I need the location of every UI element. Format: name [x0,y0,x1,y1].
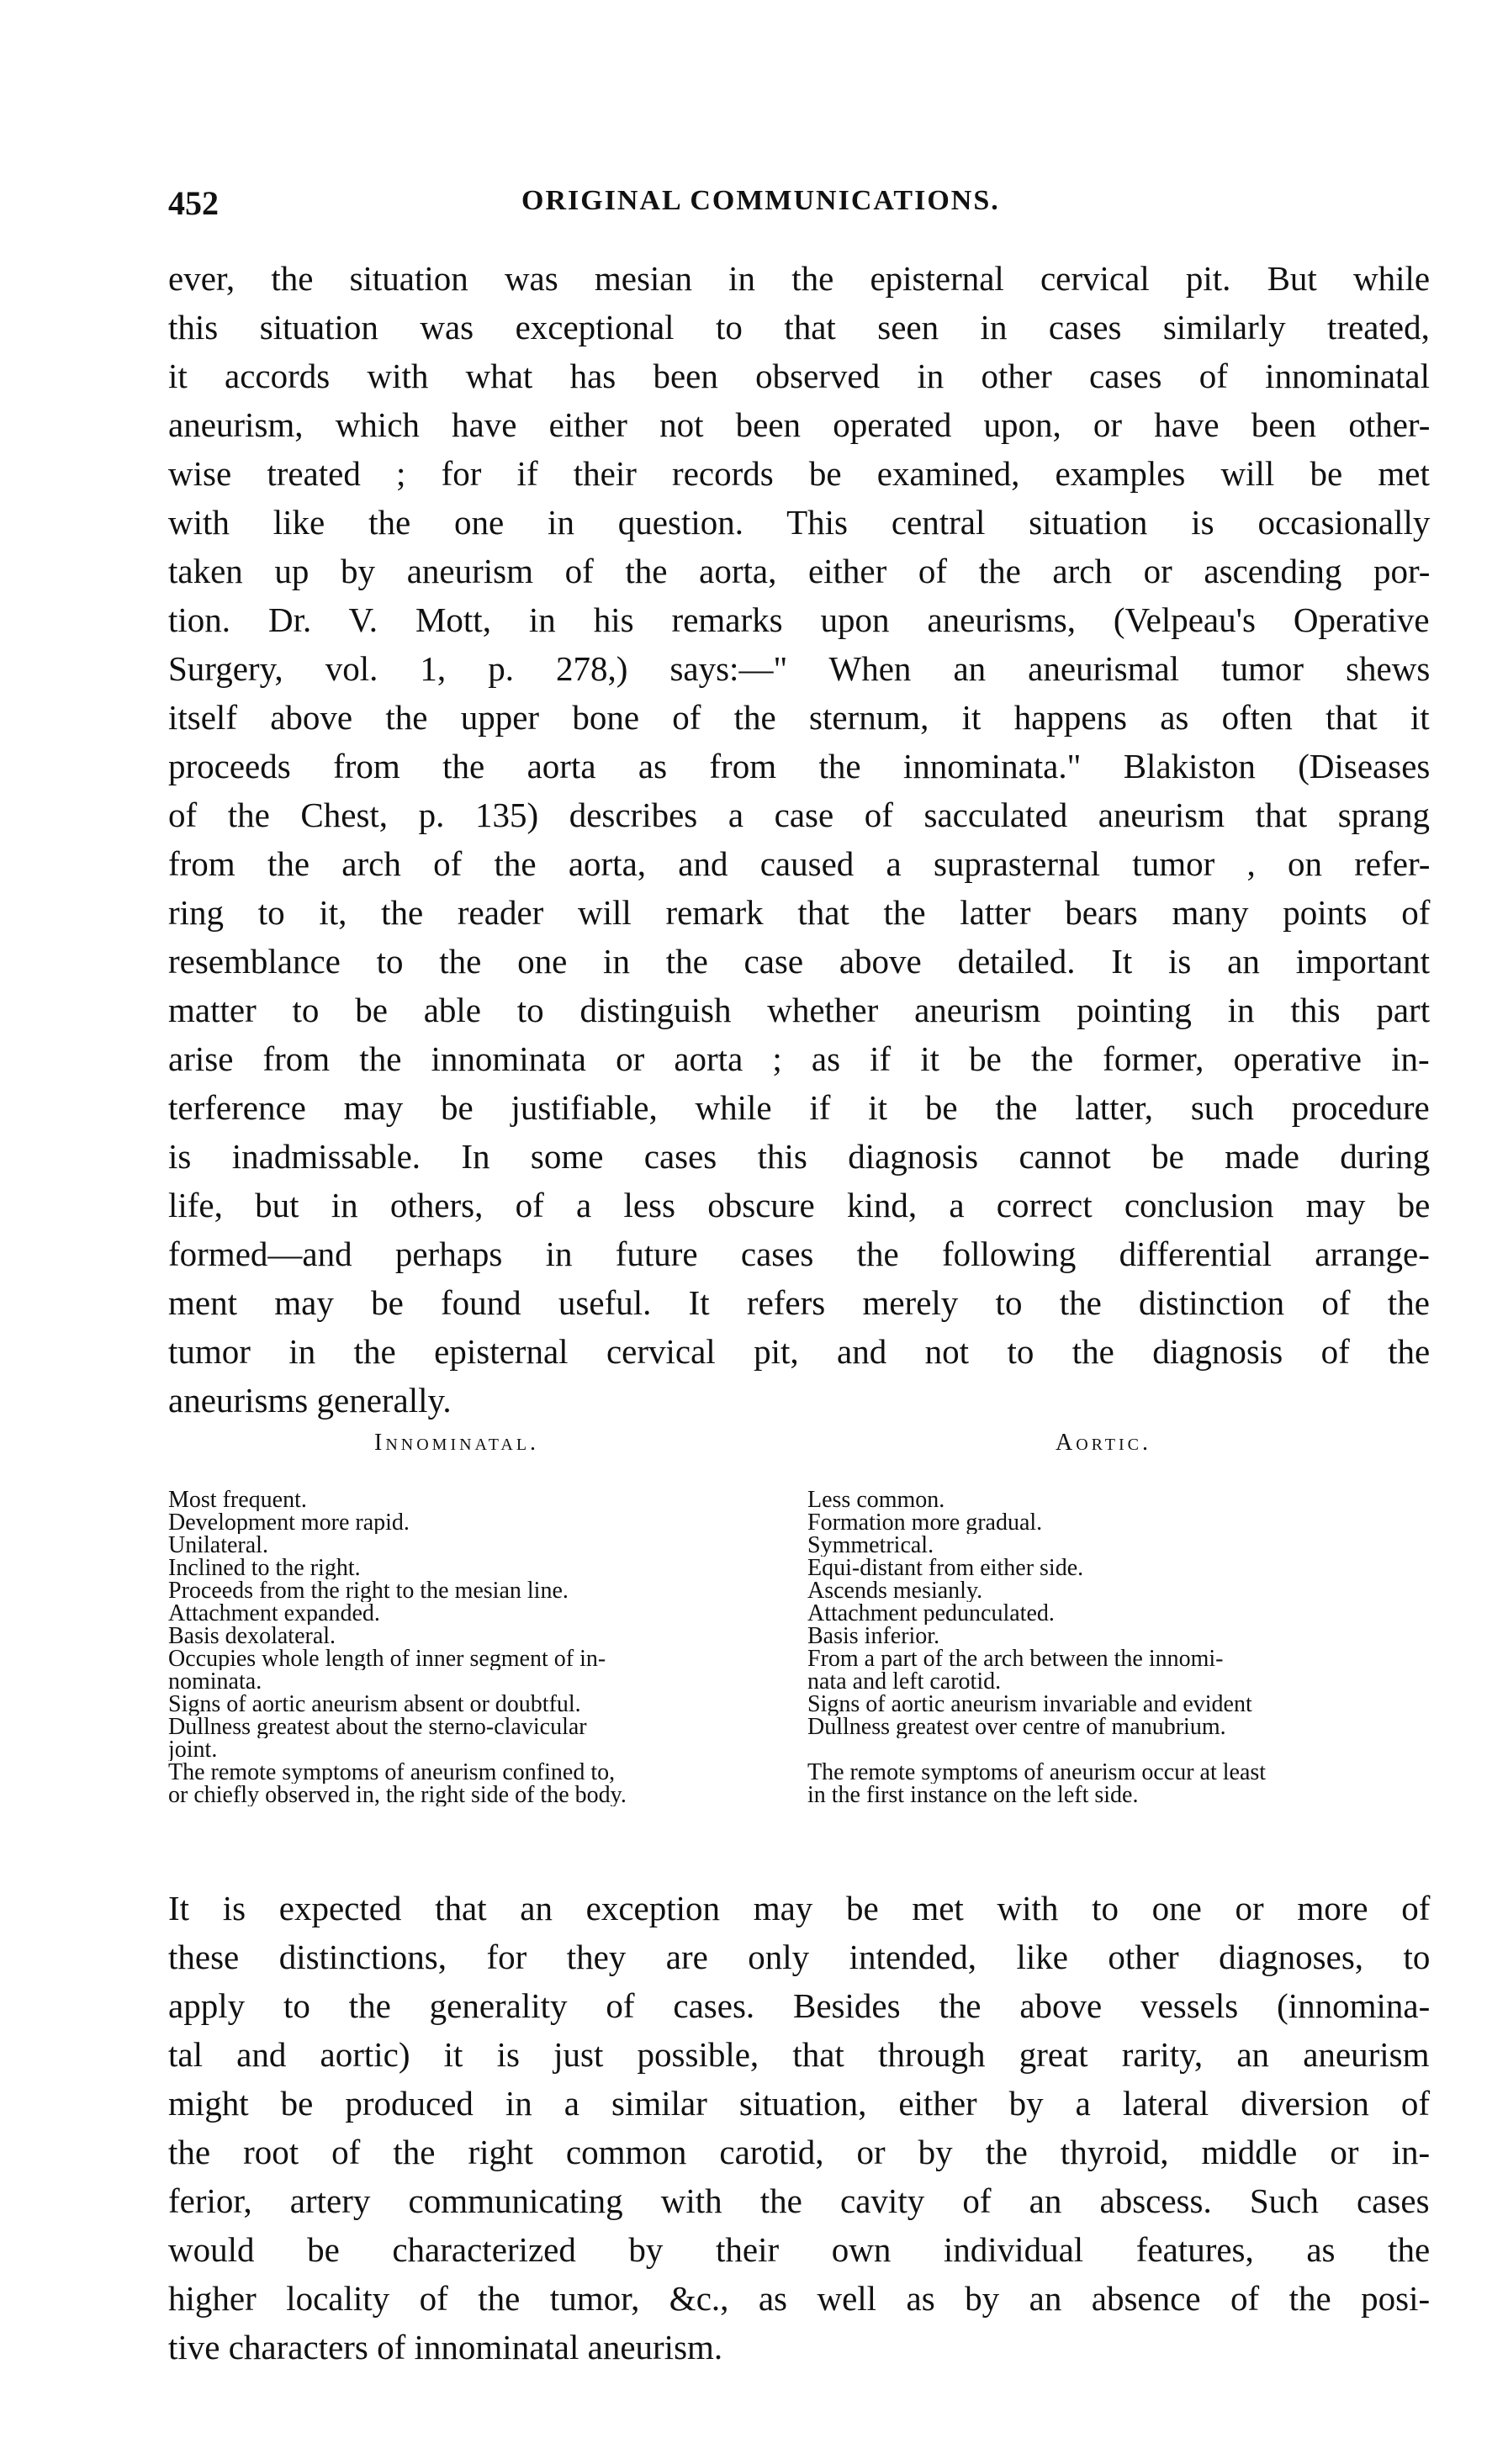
comparison-item: Dullness greatest over centre of manubrium. [807,1716,1226,1738]
comparison-item: Signs of aortic aneurism invariable and evident [807,1693,1252,1716]
body-paragraph-1 [168,254,1430,1425]
aortic-column [807,1488,1430,1806]
page-number: 452 [168,184,219,222]
text-line: these distinctions, for they are only intended, like other diagnoses, to [168,1938,1431,1976]
text-line: resemblance to the one in the case above detailed. It is an important [168,942,1431,981]
comparison-item: Occupies whole length of inner segment of in- [168,1647,606,1670]
text-line: ment may be found useful. It refers merely to the distinction of the [168,1283,1430,1322]
text-line: aneurism, which have either not been operated upon, or have been other- [168,405,1431,444]
text-line: taken up by aneurism of the aorta, either of the arch or ascending por- [168,552,1431,590]
text-line: tive characters of innominatal aneurism. [168,2328,723,2366]
text-line: ring to it, the reader will remark that the latter bears many points of [168,893,1431,932]
comparison-item: Most frequent. [168,1488,307,1511]
comparison-item: Basis inferior. [807,1625,940,1647]
text-line: with like the one in question. This central situation is occasionally [168,503,1431,542]
text-line: this situation was exceptional to that seen in cases similarly treated, [168,308,1430,346]
text-line: apply to the generality of cases. Besides the above vessels (innomina- [168,1986,1431,2025]
comparison-item: Unilateral. [168,1534,268,1557]
text-line: would be characterized by their own individual features, as the [168,2230,1431,2269]
comparison-item: Formation more gradual. [807,1511,1043,1534]
comparison-item: The remote symptoms of aneurism occur at least [807,1761,1267,1784]
text-line: life, but in others, of a less obscure kind, a correct conclusion may be [168,1186,1431,1224]
comparison-item: The remote symptoms of aneurism confined to, [168,1761,616,1784]
text-line: higher locality of the tumor, &c., as well as by an absence of the posi- [168,2279,1431,2318]
text-line: might be produced in a similar situation, either by a lateral diversion of [168,2084,1431,2123]
comparison-item: Signs of aortic aneurism absent or doubtful. [168,1693,581,1716]
differential-table [168,1430,1430,1875]
text-line: the root of the right common carotid, or by the thyroid, middle or in- [168,2133,1431,2171]
column-heading-innominatal: Innominatal. [374,1430,540,1456]
text-line: matter to be able to distinguish whether aneurism pointing in this part [168,991,1431,1029]
innominatal-column [168,1488,782,1806]
text-line: wise treated ; for if their records be examined, examples will be met [168,454,1430,493]
column-heading-aortic: Aortic. [1056,1430,1152,1456]
text-line: Surgery, vol. 1, p. 278,) says:—" When an aneurismal tumor shews [168,649,1431,688]
text-line: arise from the innominata or aorta ; as if it be the former, operative in- [168,1039,1430,1078]
comparison-item: nominata. [168,1670,262,1693]
comparison-item: nata and left carotid. [807,1670,1002,1693]
comparison-item: Dullness greatest about the sterno-clavicular [168,1716,587,1738]
comparison-item: Less common. [807,1488,945,1511]
text-line: It is expected that an exception may be met with to one or more of [168,1889,1431,1927]
text-line: aneurisms generally. [168,1381,452,1420]
body-paragraph-2 [168,1884,1430,2371]
comparison-item: Ascends mesianly. [807,1579,983,1602]
comparison-item: Proceeds from the right to the mesian line. [168,1579,569,1602]
text-line: from the arch of the aorta, and caused a suprasternal tumor , on refer- [168,844,1431,883]
text-line: ferior, artery communicating with the cavity of an abscess. Such cases [168,2181,1430,2220]
text-line: ever, the situation was mesian in the episternal cervical pit. But while [168,259,1431,298]
text-line: proceeds from the aorta as from the innominata." Blakiston (Diseases [168,747,1431,785]
text-line: itself above the upper bone of the sternum, it happens as often that it [168,698,1430,737]
page-header [168,183,1430,225]
text-line: terference may be justifiable, while if it be the latter, such procedure [168,1088,1430,1127]
comparison-item: Attachment pedunculated. [807,1602,1055,1625]
running-head: ORIGINAL COMMUNICATIONS. [521,185,1000,216]
text-line: of the Chest, p. 135) describes a case of sacculated aneurism that sprang [168,796,1431,834]
comparison-item: Attachment expanded. [168,1602,380,1625]
comparison-item: From a part of the arch between the innomi- [807,1647,1224,1670]
text-line: tion. Dr. V. Mott, in his remarks upon aneurisms, (Velpeau's Operative [168,600,1430,639]
comparison-item: or chiefly observed in, the right side of the body. [168,1784,627,1806]
text-line: it accords with what has been observed in other cases of innominatal [168,357,1431,395]
comparison-item: Inclined to the right. [168,1557,361,1579]
comparison-item: joint. [168,1738,218,1761]
text-line: formed—and perhaps in future cases the following differential arrange- [168,1235,1430,1273]
text-line: tumor in the episternal cervical pit, and not to the diagnosis of the [168,1332,1431,1371]
comparison-item: Basis dexolateral. [168,1625,336,1647]
text-line: is inadmissable. In some cases this diagnosis cannot be made during [168,1137,1431,1176]
comparison-item: in the first instance on the left side. [807,1784,1139,1806]
comparison-item: Equi-distant from either side. [807,1557,1084,1579]
comparison-item: Symmetrical. [807,1534,934,1557]
comparison-item: Development more rapid. [168,1511,410,1534]
text-line: tal and aortic) it is just possible, that through great rarity, an aneurism [168,2035,1430,2074]
comparison-item [807,1738,1430,1761]
